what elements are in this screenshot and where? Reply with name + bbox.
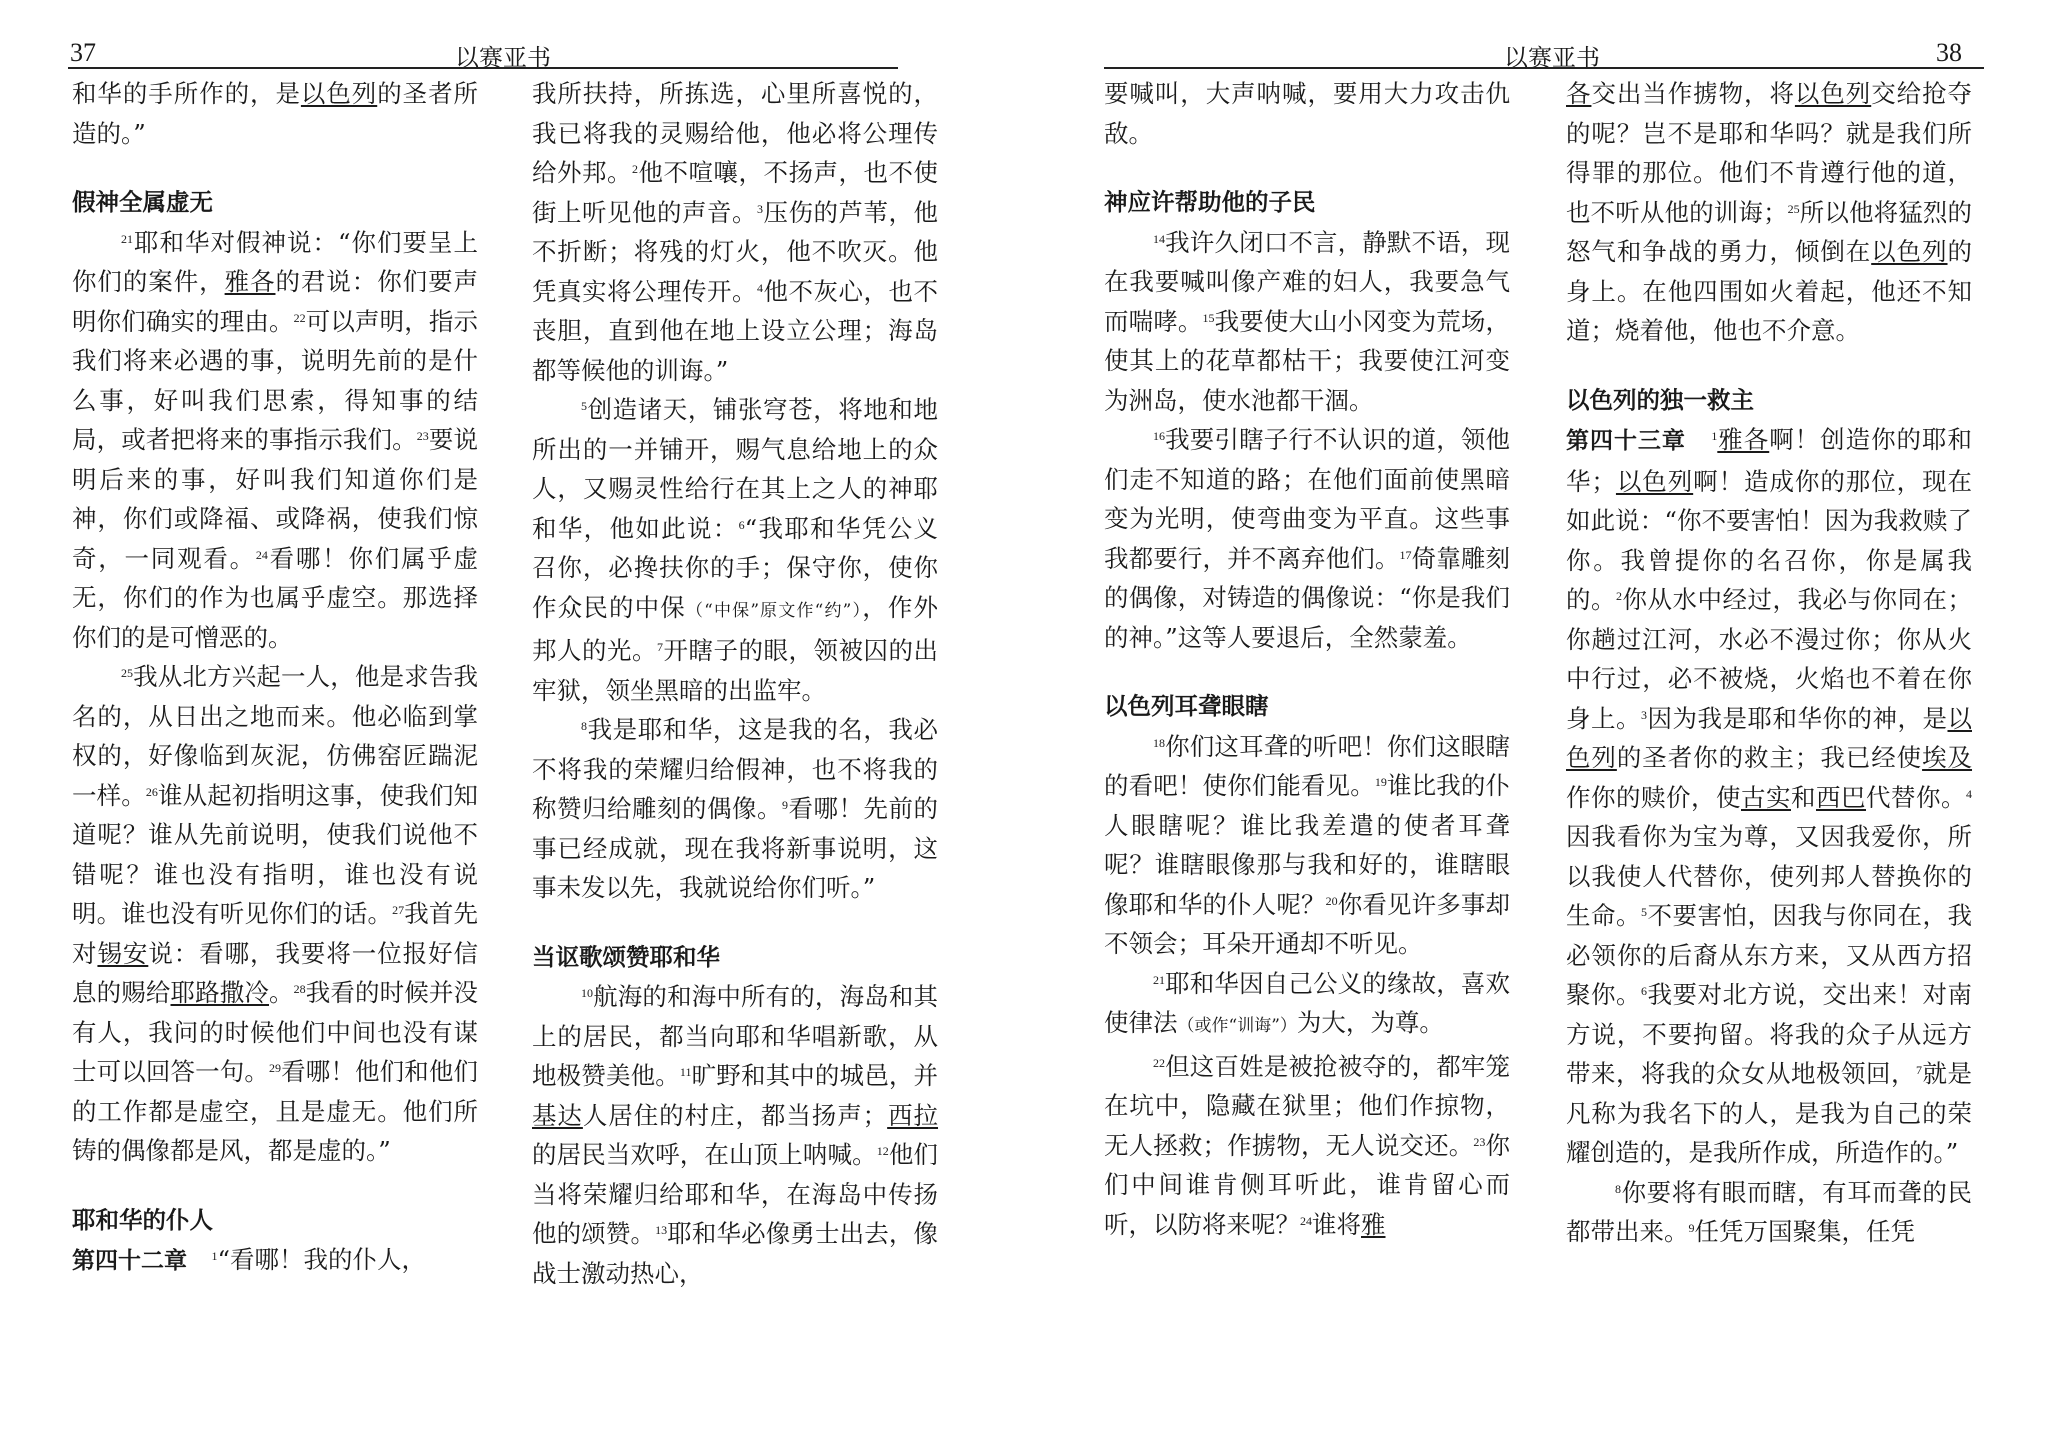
verse-paragraph xyxy=(532,977,938,1293)
section-heading: 耶和华的仆人 xyxy=(72,1205,213,1234)
verse-text: 你们这耳聋的听吧！你们这眼瞎的看吧！使你们能看见。 xyxy=(1104,731,1510,800)
header-rule xyxy=(1104,67,1984,69)
verse-text: 创造诸天，铺张穹苍，将地和地所出的一并铺开，赐气息给地上的众人，又赐灵性给行在其上之人的神耶和华，他如此说： xyxy=(532,395,938,543)
verse-text xyxy=(187,1245,212,1274)
verse-number: 1 xyxy=(211,1249,218,1263)
verse-number: 13 xyxy=(655,1223,668,1237)
verse-paragraph xyxy=(1104,420,1510,657)
proper-name: 雅 xyxy=(1361,1209,1386,1239)
verse-number: 15 xyxy=(1202,310,1215,325)
verse-number: 25 xyxy=(1787,201,1800,216)
verse-text: 看哪！他们和他们的工作都是虚空，且是虚无。他们所铸的偶像都是风，都是虚的。” xyxy=(72,1057,478,1165)
verse-text: 和 xyxy=(1791,782,1816,812)
verse-text: 旷野和其中的城邑，并 xyxy=(691,1061,939,1090)
verse-text: 开瞎子的眼，领被囚的出牢狱，领坐黑暗的出监牢。 xyxy=(532,636,938,705)
verse-paragraph xyxy=(1566,420,1972,1173)
verse-paragraph xyxy=(1566,74,1972,351)
verse-paragraph xyxy=(1104,727,1510,964)
verse-number: 22 xyxy=(293,310,306,325)
verse-text: 就是凡称为我名下的人，是我为自己的荣耀创造的，是我所作成，所造作的。” xyxy=(1566,1059,1972,1167)
verse-text: 任凭万国聚集，任凭 xyxy=(1694,1217,1915,1246)
verse-paragraph xyxy=(532,710,938,908)
chapter-label: 第四十二章 xyxy=(72,1248,187,1274)
proper-name: 耶路撒冷 xyxy=(170,978,269,1007)
verse-text: 耶和华对假神说：“你们要呈上你们的案件， xyxy=(72,227,478,296)
verse-paragraph xyxy=(1104,1047,1510,1245)
verse-text: 的身上。在他四围如火着起，他还不知道；烧着他，他也不介意。 xyxy=(1566,237,1973,345)
text-column-2 xyxy=(532,74,938,1293)
verse-number: 6 xyxy=(1641,984,1647,998)
verse-number: 21 xyxy=(121,231,133,246)
verse-paragraph xyxy=(72,657,478,1171)
verse-number: 12 xyxy=(876,1144,889,1158)
verse-number: 8 xyxy=(1615,1181,1621,1196)
proper-name: 埃及 xyxy=(1922,743,1973,772)
verse-text: 你看见许多事却不领会；耳朵开通却不听见。 xyxy=(1104,889,1510,958)
verse-paragraph xyxy=(532,390,938,710)
verse-text: ，作外邦人的光。 xyxy=(532,592,939,665)
verse-text: 你要将有眼而瞎，有耳而聋的民都带出来。 xyxy=(1566,1177,1972,1246)
verse-number: 5 xyxy=(581,399,587,413)
verse-text: 我要对北方说，交出来！对南方说，不要拘留。将我的众子从远方带来，将我的众女从地极领回， xyxy=(1566,980,1972,1088)
verse-text: 我许久闭口不言，静默不语，现在我要喊叫像产难的妇人，我要急气而喘哮。 xyxy=(1104,227,1510,336)
section-heading: 假神全属虚无 xyxy=(72,188,213,216)
verse-number: 16 xyxy=(1153,429,1165,443)
verse-number: 7 xyxy=(1916,1063,1922,1077)
verse-text: 因我看你为宝为尊，又因我爱你，所以我使人代替你，使列邦人替换你的生命。 xyxy=(1566,822,1972,930)
verse-text: 但这百姓是被抢被夺的，都牢笼在坑中，隐藏在狱里；他们作掠物，无人拯救；作掳物，无人说交还。 xyxy=(1104,1051,1510,1160)
verse-number: 6 xyxy=(738,517,745,532)
verse-number: 17 xyxy=(1399,547,1412,562)
verse-text: 为大，为尊。 xyxy=(1296,1008,1444,1037)
verse-text: 谁比我的仆人眼瞎呢？谁比我差遣的使者耳聋呢？谁瞎眼像那与我和好的，谁瞎眼像耶和华的仆人呢？ xyxy=(1104,771,1510,919)
proper-name: 以色列 xyxy=(300,79,378,108)
proper-name: 基达 xyxy=(532,1100,583,1130)
verse-number: 4 xyxy=(757,280,763,295)
verse-paragraph xyxy=(72,1240,478,1282)
verse-number: 9 xyxy=(782,798,788,812)
verse-text: 耶和华因自己公义的缘故，喜欢使律法 xyxy=(1104,968,1510,1037)
verse-text: 的君说：你们要声明你们确实的理由。 xyxy=(72,267,479,336)
page-number: 38 xyxy=(1936,38,1962,67)
verse-number: 2 xyxy=(632,162,638,176)
verse-text: 你们中间谁肯侧耳听此，谁肯留心而听，以防将来呢？ xyxy=(1104,1130,1510,1239)
verse-number: 2 xyxy=(1616,589,1622,603)
footnote-gloss: （“中保”原文作“约”） xyxy=(685,600,863,621)
verse-text: 看哪！你们属乎虚无，你们的作为也属乎虚空。那选择你们的是可憎恶的。 xyxy=(72,543,479,652)
section-heading: 神应许帮助他的子民 xyxy=(1104,188,1316,216)
verse-number: 26 xyxy=(145,784,158,799)
verse-text: 交出当作掳物，将 xyxy=(1591,79,1795,108)
verse-text: 我首先对 xyxy=(72,899,478,968)
verse-text: 说：看哪，我要将一位报好信息的赐给 xyxy=(72,938,479,1007)
proper-name: 西巴 xyxy=(1816,782,1866,812)
text-column-2 xyxy=(1566,74,1972,1252)
verse-number: 4 xyxy=(1966,786,1972,801)
proper-name: 以色列 xyxy=(1794,79,1872,108)
verse-number: 24 xyxy=(255,547,268,562)
verse-number: 10 xyxy=(581,986,593,1000)
verse-text: 的圣者所造的。” xyxy=(72,79,479,148)
verse-text: 啊！创造你的耶和华； xyxy=(1566,425,1972,496)
verse-text: 谁从起初指明这事，使我们知道呢？谁从先前说明，使我们说他不错呢？谁也没有指明，谁也没有说明。谁也没有听见你们的话。 xyxy=(72,780,478,928)
verse-paragraph xyxy=(1566,1173,1972,1252)
verse-text: 交给抢夺的呢？岂不是耶和华吗？就是我们所得罪的那位。他们不肯遵行他的道，也不听从他的训诲； xyxy=(1566,79,1973,227)
verse-number: 8 xyxy=(581,719,587,733)
verse-number: 29 xyxy=(269,1061,281,1075)
verse-text: 和华的手所作的，是 xyxy=(72,79,301,108)
running-title: 以赛亚书 xyxy=(455,44,551,72)
text-column-1 xyxy=(72,74,478,1282)
verse-number: 24 xyxy=(1300,1213,1312,1228)
verse-text: 耶和华必像勇士出去，像战士激动热心， xyxy=(532,1219,938,1288)
proper-name: 古实 xyxy=(1741,782,1791,812)
verse-text: 人居住的村庄，都当扬声； xyxy=(582,1100,888,1130)
verse-number: 5 xyxy=(1641,905,1647,919)
verse-text: 谁将 xyxy=(1312,1209,1361,1239)
verse-number: 28 xyxy=(293,982,306,996)
verse-paragraph xyxy=(532,74,938,390)
verse-text: 我是耶和华，这是我的名，我必不将我的荣耀归给假神，也不将我的称赞归给雕刻的偶像。 xyxy=(532,715,938,823)
verse-text: 代替你。 xyxy=(1866,782,1966,812)
verse-text: 。 xyxy=(269,978,294,1007)
verse-text: 我所扶持，所拣选，心里所喜悦的，我已将我的灵赐给他，他必将公理传给外邦。 xyxy=(532,79,938,187)
verse-text: 可以声明，指示我们将来必遇的事，说明先前的是什么事，好叫我们思索，得知事的结局，或者把将来的事指示我们。 xyxy=(72,306,478,454)
section-heading: 当讴歌颂赞耶和华 xyxy=(532,942,720,971)
verse-number: 11 xyxy=(679,1065,692,1079)
verse-text: 他不喧嚷，不扬声，也不使街上听见他的声音。 xyxy=(532,158,938,227)
verse-text: 的居民当欢呼，在山顶上呐喊。 xyxy=(532,1140,877,1169)
verse-text: “我耶和华凭公义召你，必搀扶你的手；保守你，使你作众民的中保 xyxy=(532,513,938,622)
verse-text: 他不灰心，也不丧胆，直到他在地上设立公理；海岛都等候他的训诲。” xyxy=(532,276,938,385)
page-number: 37 xyxy=(70,38,96,67)
verse-number: 7 xyxy=(657,640,663,654)
verse-text: 他们当将荣耀归给耶和华，在海岛中传扬他的颂赞。 xyxy=(532,1140,938,1248)
proper-name: 以色列 xyxy=(1615,466,1694,496)
verse-paragraph xyxy=(72,74,478,153)
verse-number: 3 xyxy=(1641,707,1647,722)
verse-paragraph xyxy=(1104,223,1510,421)
proper-name: 雅各 xyxy=(1717,425,1770,454)
verse-number: 9 xyxy=(1688,1221,1695,1235)
verse-number: 18 xyxy=(1153,735,1165,750)
verse-number: 3 xyxy=(757,201,763,216)
verse-text: 我看的时候并没有人，我问的时候他们中间也没有谋士可以回答一句。 xyxy=(72,978,478,1086)
section-heading: 以色列的独一救主 xyxy=(1566,385,1754,414)
proper-name: 以色列 xyxy=(1566,703,1972,772)
verse-text: 啊！造成你的那位，现在如此说：“你不要害怕！因为我救赎了你。我曾提你的名召你，你是属我的。 xyxy=(1566,466,1973,614)
verse-text: “看哪！我的仆人， xyxy=(217,1245,427,1274)
verse-text: 作你的赎价，使 xyxy=(1566,782,1741,812)
verse-text: 要喊叫，大声呐喊，要用大力攻击仇敌。 xyxy=(1104,79,1510,148)
proper-name: 锡安 xyxy=(97,938,149,968)
text-column-1 xyxy=(1104,74,1510,1244)
verse-paragraph xyxy=(1104,964,1510,1047)
verse-number: 19 xyxy=(1374,775,1387,789)
verse-text: 因为我是耶和华你的神，是 xyxy=(1647,703,1948,733)
verse-number: 21 xyxy=(1153,972,1165,987)
proper-name: 以色列 xyxy=(1871,237,1948,266)
chapter-label: 第四十三章 xyxy=(1566,428,1686,454)
verse-text: 所以他将猛烈的怒气和争战的勇力，倾倒在 xyxy=(1566,197,1973,266)
verse-text: 航海的和海中所有的，海岛和其上的居民，都当向耶和华唱新歌，从地极赞美他。 xyxy=(532,982,938,1090)
verse-text xyxy=(1686,425,1711,454)
verse-number: 27 xyxy=(392,903,405,917)
footnote-gloss: （或作“训诲”） xyxy=(1177,1016,1297,1036)
header-rule xyxy=(68,67,898,69)
right-page xyxy=(1024,0,2048,1447)
verse-paragraph xyxy=(72,223,478,658)
verse-text: 不要害怕，因我与你同在，我必领你的后裔从东方来，又从西方招聚你。 xyxy=(1566,901,1972,1009)
verse-paragraph xyxy=(1104,74,1510,153)
verse-number: 20 xyxy=(1325,893,1338,908)
verse-text: 要说明后来的事，好叫我们知道你们是神，你们或降福、或降祸，使我们惊奇，一同观看。 xyxy=(72,425,478,573)
verse-number: 1 xyxy=(1711,429,1718,443)
verse-text: 的圣者你的救主；我已经使 xyxy=(1616,743,1923,772)
verse-number: 14 xyxy=(1153,231,1165,246)
verse-text: 我从北方兴起一人，他是求告我名的，从日出之地而来。他必临到掌权的，好像临到灰泥，仿佛窑匠踹泥一样。 xyxy=(72,662,478,810)
verse-text: 看哪！先前的事已经成就，现在我将新事说明，这事未发以先，我就说给你们听。” xyxy=(532,794,938,902)
proper-name: 各 xyxy=(1566,79,1592,108)
proper-name: 雅各 xyxy=(224,267,276,296)
verse-number: 23 xyxy=(416,429,429,443)
verse-number: 25 xyxy=(121,666,133,680)
verse-number: 22 xyxy=(1153,1055,1165,1070)
verse-text: 倚靠雕刻的偶像，对铸造的偶像说：“你是我们的神。”这等人要退后，全然蒙羞。 xyxy=(1104,543,1510,652)
verse-text: 压伤的芦苇，他不折断；将残的灯火，他不吹灭。他凭真实将公理传开。 xyxy=(532,197,938,306)
section-heading: 以色列耳聋眼瞎 xyxy=(1104,692,1269,720)
verse-number: 23 xyxy=(1473,1134,1486,1149)
verse-text: 我要引瞎子行不认识的道，领他们走不知道的路；在他们面前使黑暗变为光明，使弯曲变为平直。这些事我都要行，并不离弃他们。 xyxy=(1104,425,1510,573)
proper-name: 西拉 xyxy=(887,1100,939,1130)
running-title: 以赛亚书 xyxy=(1504,44,1600,72)
verse-text: 我要使大山小冈变为荒场，使其上的花草都枯干；我要使江河变为洲岛，使水池都干涸。 xyxy=(1104,306,1510,415)
verse-text: 你从水中经过，我必与你同在；你趟过江河，水必不漫过你；你从火中行过，必不被烧，火焰也不着在你身上。 xyxy=(1566,585,1972,733)
